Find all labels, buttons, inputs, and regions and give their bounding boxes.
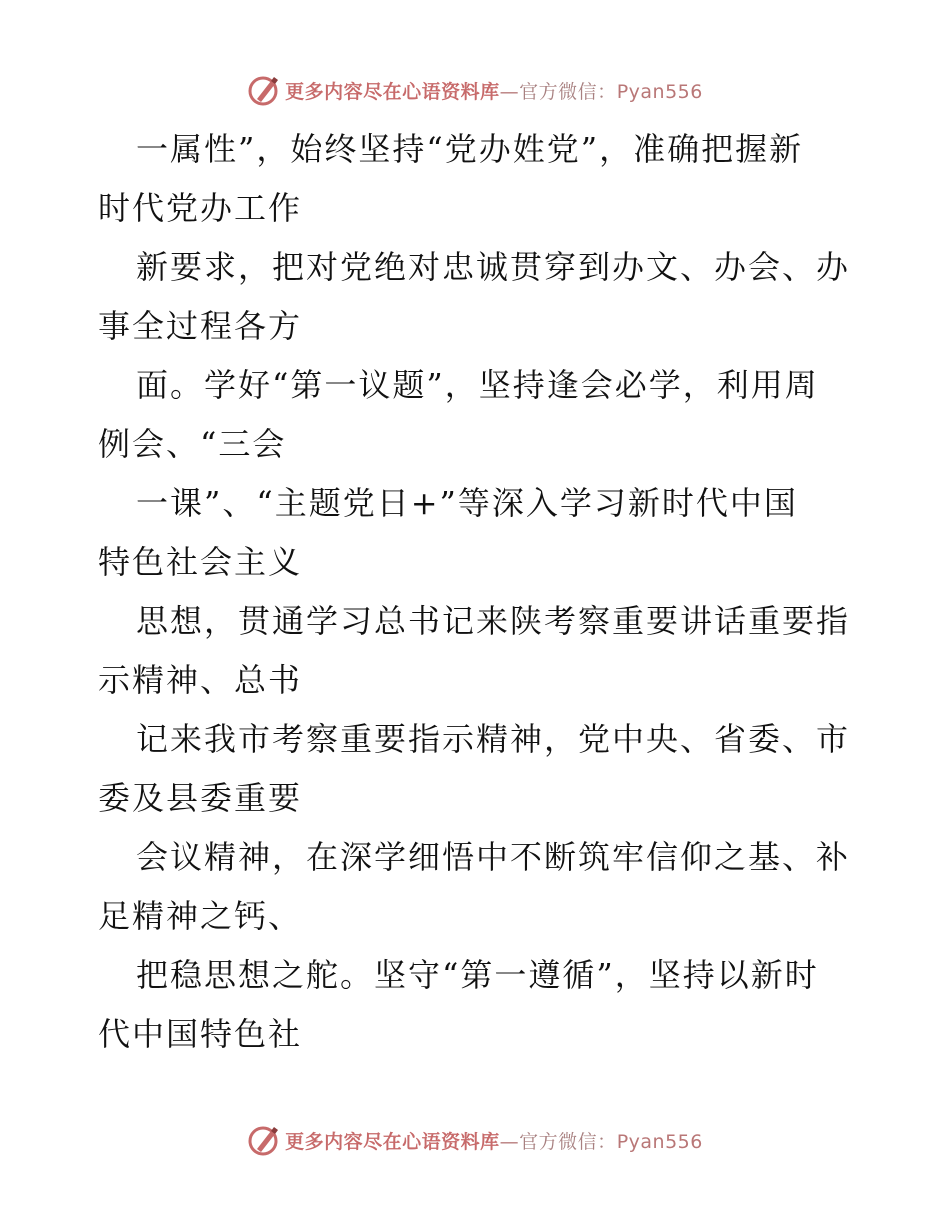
pen-logo-icon: [247, 73, 281, 107]
body-line-2: 时代党办工作: [98, 189, 303, 227]
footer-contact-label: 官方微信：: [519, 1130, 617, 1153]
footer-brand-text: 更多内容尽在心语资料库: [285, 1130, 500, 1153]
footer-watermark-text: [285, 1127, 703, 1154]
footer-contact-id: Pyan556: [616, 1130, 703, 1153]
body-line-11: 记来我市考察重要指示精神，党中央、省委、市: [136, 720, 851, 758]
header-banner: [0, 70, 950, 110]
header-contact-label: 官方微信：: [519, 80, 617, 103]
header-brand-text: 更多内容尽在心语资料库: [285, 80, 500, 103]
body-line-6: 例会、“三会: [98, 425, 287, 463]
footer-banner: [0, 1120, 950, 1160]
body-line-5: 面。学好“第一议题”，坚持逢会必学，利用周: [136, 366, 819, 404]
footer-separator: —: [499, 1130, 520, 1153]
body-line-8: 特色社会主义: [98, 543, 303, 581]
body-line-3: 新要求，把对党绝对忠诚贯穿到办文、办会、办: [136, 248, 851, 286]
body-line-4: 事全过程各方: [98, 307, 303, 345]
body-line-9: 思想，贯通学习总书记来陕考察重要讲话重要指: [136, 602, 851, 640]
body-line-1: 一属性”，始终坚持“党办姓党”，准确把握新: [136, 130, 804, 168]
body-line-16: 代中国特色社: [98, 1015, 303, 1053]
document-body: [98, 120, 858, 1064]
header-watermark-text: [285, 77, 703, 104]
header-separator: —: [499, 80, 520, 103]
body-line-14: 足精神之钙、: [98, 897, 303, 935]
body-line-12: 委及县委重要: [98, 779, 303, 817]
body-line-10: 示精神、总书: [98, 661, 303, 699]
body-line-7: 一课”、“主题党日+”等深入学习新时代中国: [136, 484, 798, 522]
body-line-15: 把稳思想之舵。坚守“第一遵循”，坚持以新时: [136, 956, 819, 994]
header-contact-id: Pyan556: [616, 80, 703, 103]
body-line-13: 会议精神，在深学细悟中不断筑牢信仰之基、补: [136, 838, 851, 876]
pen-logo-icon: [247, 1123, 281, 1157]
